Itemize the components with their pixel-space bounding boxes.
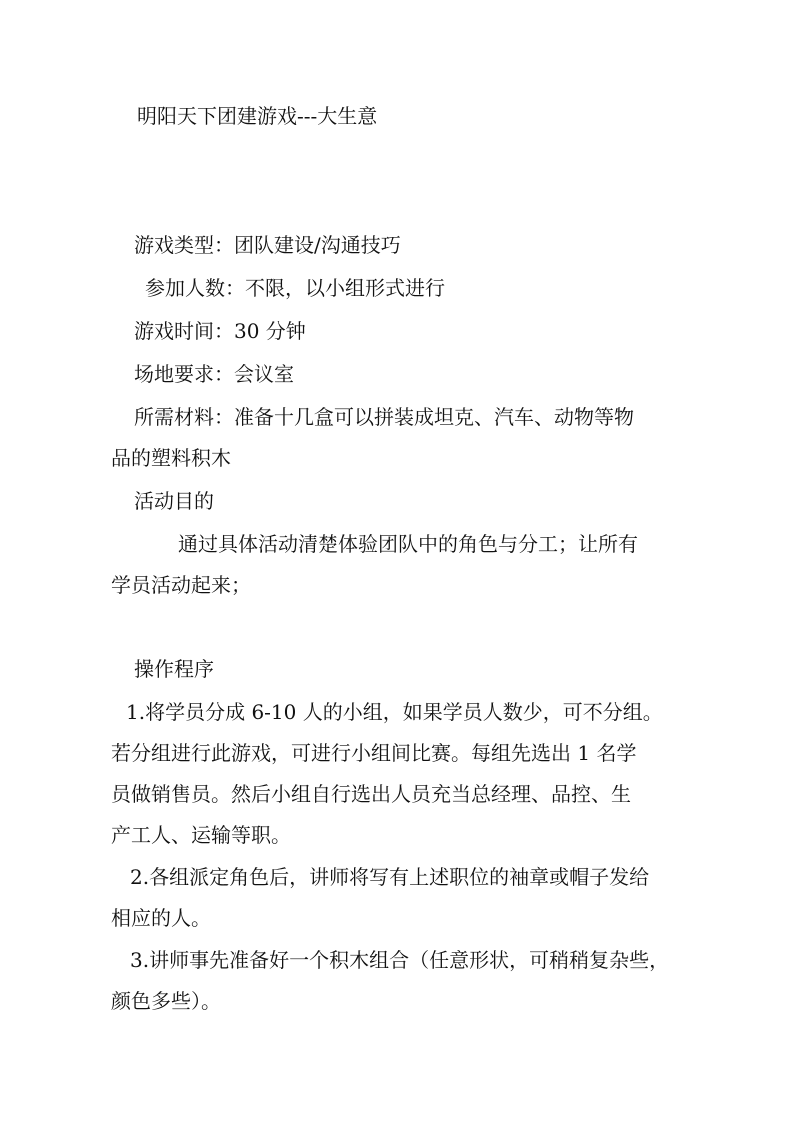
procedure-step2-line2: 相应的人。 xyxy=(111,906,211,930)
document-title: 明阳天下团建游戏---大生意 xyxy=(137,104,378,128)
purpose-heading: 活动目的 xyxy=(134,489,214,513)
procedure-step1-line1: 1.将学员分成 6-10 人的小组，如果学员人数少，可不分组。 xyxy=(126,700,663,724)
info-game-type: 游戏类型：团队建设/沟通技巧 xyxy=(134,233,401,257)
info-venue: 场地要求：会议室 xyxy=(134,362,294,386)
info-materials-line2: 品的塑料积木 xyxy=(111,446,231,470)
procedure-step3-line2: 颜色多些）。 xyxy=(111,989,221,1013)
purpose-line2: 学员活动起来； xyxy=(111,573,251,597)
procedure-step3-line1: 3.讲师事先准备好一个积木组合（任意形状，可稍稍复杂些， xyxy=(130,948,670,972)
info-participants: 参加人数：不限，以小组形式进行 xyxy=(145,276,445,300)
info-duration: 游戏时间：30 分钟 xyxy=(134,319,306,343)
procedure-heading: 操作程序 xyxy=(134,657,214,681)
procedure-step2-line1: 2.各组派定角色后，讲师将写有上述职位的袖章或帽子发给 xyxy=(130,865,650,889)
purpose-line1: 通过具体活动清楚体验团队中的角色与分工；让所有 xyxy=(178,532,638,556)
procedure-step1-line4: 产工人、运输等职。 xyxy=(111,823,291,847)
procedure-step1-line2: 若分组进行此游戏，可进行小组间比赛。每组先选出 1 名学 xyxy=(111,741,637,765)
info-materials-line1: 所需材料：准备十几盒可以拼装成坦克、汽车、动物等物 xyxy=(134,405,634,429)
procedure-step1-line3: 员做销售员。然后小组自行选出人员充当总经理、品控、生 xyxy=(111,782,631,806)
